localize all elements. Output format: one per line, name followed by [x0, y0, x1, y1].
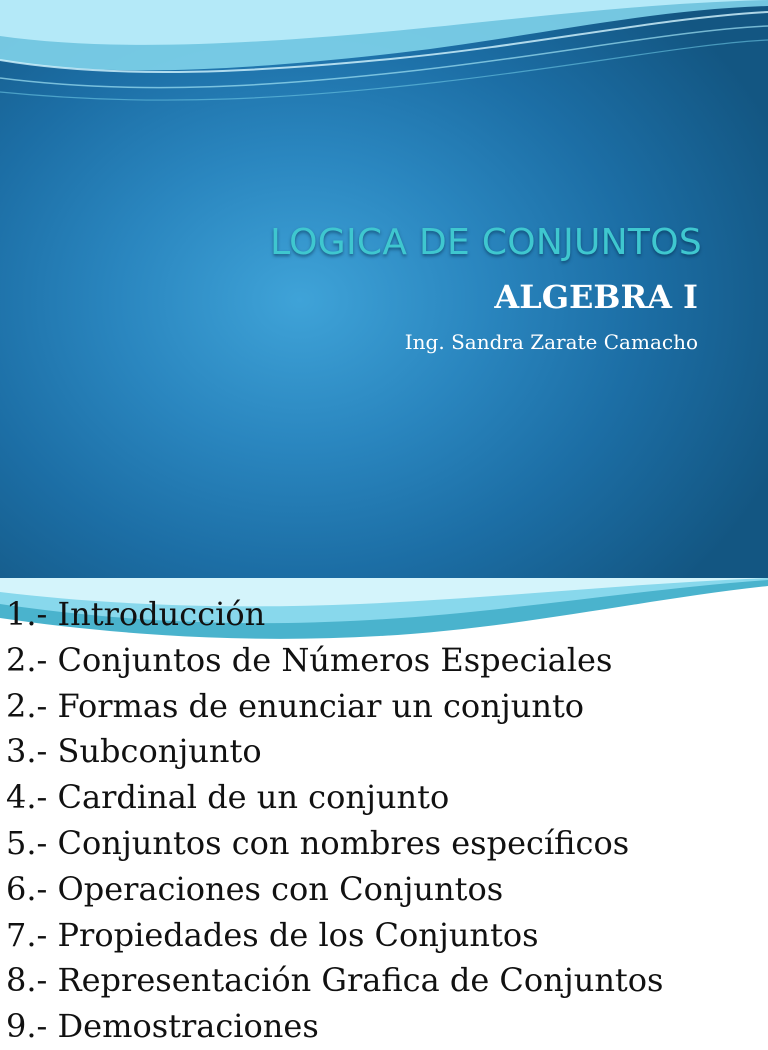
contents-item-8: 7.- Propiedades de los Conjuntos: [6, 915, 539, 954]
slide-title: LOGICA DE CONJUNTOS: [270, 222, 702, 263]
contents-item-5: 4.- Cardinal de un conjunto: [6, 778, 450, 817]
contents-item-1: 1.- Introducción: [6, 595, 266, 633]
wave-decoration-top: [0, 0, 768, 110]
contents-slide: [0, 578, 768, 1046]
contents-item-3: 2.- Formas de enunciar un conjunto: [6, 686, 585, 725]
contents-item-4: 3.- Subconjunto: [6, 732, 262, 771]
slide-author: Ing. Sandra Zarate Camacho: [404, 330, 698, 354]
slide-subtitle: ALGEBRA I: [494, 278, 698, 316]
contents-item-2: 2.- Conjuntos de Números Especiales: [6, 640, 613, 679]
contents-item-10: 9.- Demostraciones: [6, 1007, 319, 1046]
contents-item-6: 5.- Conjuntos con nombres específicos: [6, 823, 630, 862]
contents-list: [6, 592, 663, 1050]
contents-item-9: 8.- Representación Grafica de Conjuntos: [6, 961, 664, 1000]
contents-item-7: 6.- Operaciones con Conjuntos: [6, 869, 504, 908]
